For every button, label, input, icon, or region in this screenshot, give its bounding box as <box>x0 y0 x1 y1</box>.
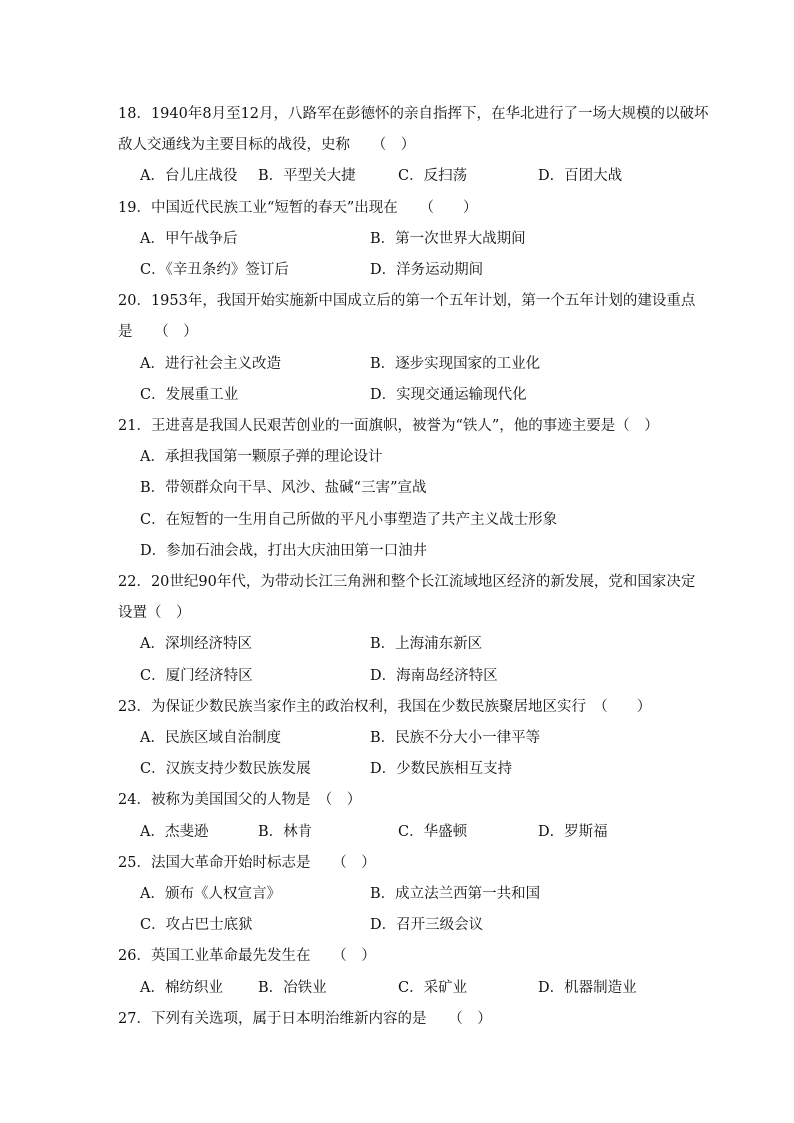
answer-option: C．发展重工业 <box>140 386 239 403</box>
answer-option: B．上海浦东新区 <box>370 636 483 653</box>
answer-option: D．罗斯福 <box>538 823 608 840</box>
answer-option: A．民族区域自治制度 <box>140 730 281 746</box>
option-row <box>140 884 760 904</box>
option-row <box>140 915 760 935</box>
question-stem: 19．中国近代民族工业“短暂的春天”出现在 （ ） <box>118 199 478 216</box>
option-row <box>140 478 760 498</box>
answer-option: B．冶铁业 <box>258 979 327 996</box>
answer-option: D．洋务运动期间 <box>370 262 484 278</box>
answer-option: B．逐步实现国家的工业化 <box>370 355 541 372</box>
answer-option: C．厦门经济特区 <box>140 667 253 684</box>
answer-option: C．攻占巴士底狱 <box>140 917 253 934</box>
answer-option: A．深圳经济特区 <box>140 636 252 653</box>
question-stem: 24．被称为美国国父的人物是 （ ） <box>118 792 362 809</box>
answer-option: D．百团大战 <box>538 168 623 185</box>
answer-option: A．棉纺织业 <box>140 979 223 996</box>
question-stem: 25．法国大革命开始时标志是 （ ） <box>118 854 376 871</box>
answer-option: A．进行社会主义改造 <box>140 355 281 372</box>
answer-option: D．召开三级会议 <box>370 917 484 934</box>
question-stem: 27．下列有关选项，属于日本明治维新内容的是 （ ） <box>118 1010 492 1027</box>
answer-option: D．海南岛经济特区 <box>370 667 498 684</box>
question-stem: 23．为保证少数民族当家作主的政治权利，我国在少数民族聚居地区实行 （ ） <box>118 698 652 715</box>
answer-option: C．采矿业 <box>398 979 468 996</box>
answer-option: D．参加石油会战，打出大庆油田第一口油井 <box>140 542 428 559</box>
answer-option: C．在短暂的一生用自己所做的平凡小事塑造了共产主义战士形象 <box>140 511 558 528</box>
option-row <box>140 822 760 842</box>
option-row <box>140 510 760 530</box>
answer-option: B．成立法兰西第一共和国 <box>370 886 541 902</box>
option-row <box>140 260 760 280</box>
answer-option: B．民族不分大小一律平等 <box>370 730 541 746</box>
question-stem: 20．1953年，我国开始实施新中国成立后的第一个五年计划，第一个五年计划的建设重点 <box>118 293 696 310</box>
answer-option: C．反扫荡 <box>398 168 468 185</box>
answer-option: C．《辛丑条约》签订后 <box>140 262 289 278</box>
answer-option: A．台儿庄战役 <box>140 168 238 185</box>
answer-option: B．林肯 <box>258 823 313 840</box>
answer-option: B．带领群众向干旱、风沙、盐碱“三害”宣战 <box>140 480 427 497</box>
option-row <box>140 634 760 654</box>
question-stem: 21．王进喜是我国人民艰苦创业的一面旗帜，被誉为“铁人”，他的事迹主要是（ ） <box>118 418 659 434</box>
option-row <box>140 728 760 748</box>
option-row <box>140 447 760 467</box>
answer-option: B．平型关大捷 <box>258 168 356 185</box>
question-stem: 18．1940年8月至12月，八路军在彭德怀的亲自指挥下，在华北进行了一场大规模的以破坏 <box>118 106 709 122</box>
answer-option: A．承担我国第一颗原子弹的理论设计 <box>140 449 383 466</box>
option-row <box>140 385 760 405</box>
option-row <box>140 354 760 374</box>
option-row <box>140 978 760 998</box>
answer-option: D．少数民族相互支持 <box>370 761 513 778</box>
option-row <box>140 166 760 186</box>
question-stem-continued: 是 （ ） <box>118 324 198 341</box>
answer-option: C．华盛顿 <box>398 823 468 840</box>
option-row <box>140 541 760 561</box>
answer-option: A．杰斐逊 <box>140 823 209 840</box>
answer-option: D．机器制造业 <box>538 979 637 996</box>
option-row <box>140 759 760 779</box>
answer-option: C．汉族支持少数民族发展 <box>140 761 311 778</box>
answer-option: D．实现交通运输现代化 <box>370 386 527 403</box>
option-row <box>140 229 760 249</box>
question-stem-continued: 设置（ ） <box>118 605 191 622</box>
answer-option: A．甲午战争后 <box>140 230 238 247</box>
question-stem-continued: 敌人交通线为主要目标的战役，史称 （ ） <box>118 137 416 154</box>
answer-option: B．第一次世界大战期间 <box>370 230 526 247</box>
answer-option: A．颁布《人权宣言》 <box>140 886 281 902</box>
question-stem: 26．英国工业革命最先发生在 （ ） <box>118 948 376 965</box>
option-row <box>140 666 760 686</box>
question-stem: 22．20世纪90年代，为带动长江三角洲和整个长江流域地区经济的新发展，党和国家决定 <box>118 574 696 590</box>
